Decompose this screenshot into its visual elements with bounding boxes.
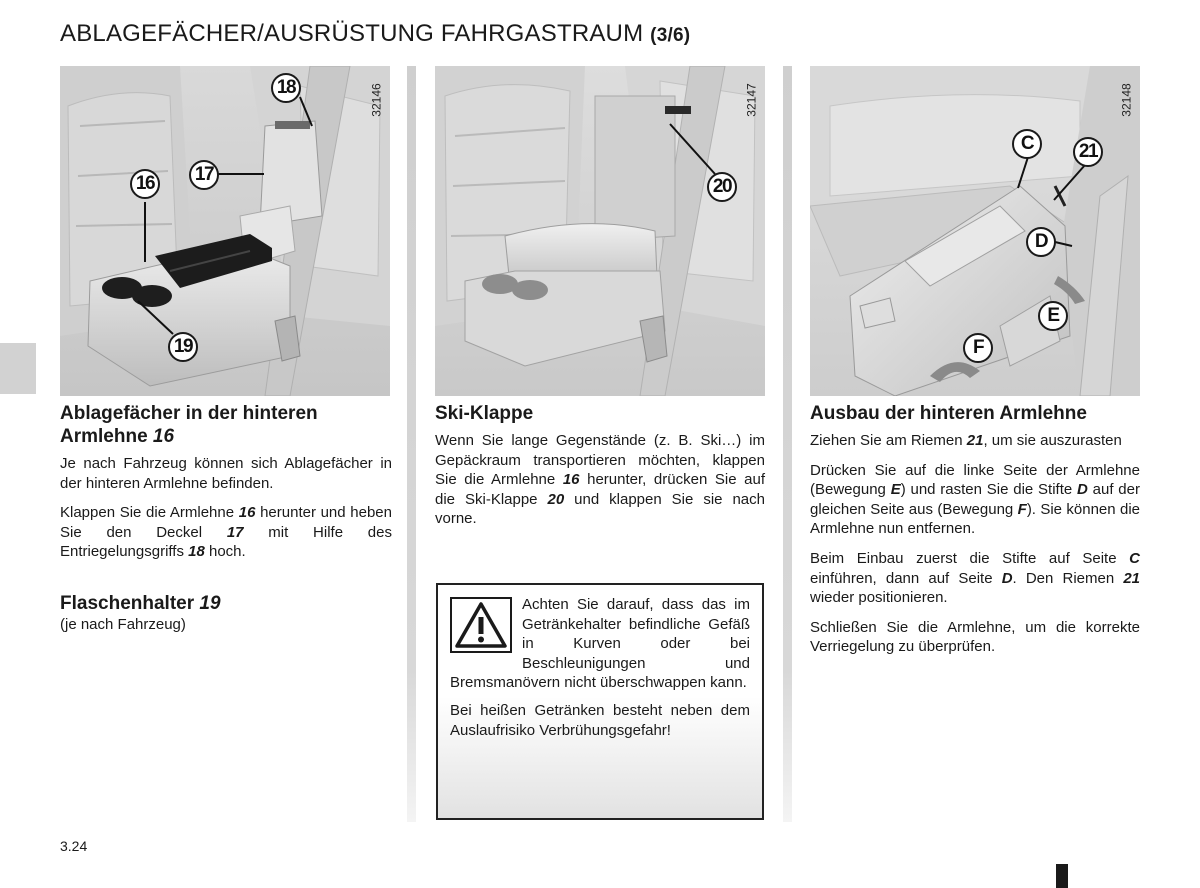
callout-F: F — [963, 333, 993, 363]
photo-armrest-removal — [810, 66, 1140, 396]
callout-21: 21 — [1073, 137, 1103, 167]
photo-code: 32148 — [1120, 83, 1134, 117]
warning-triangle-icon — [450, 597, 512, 653]
paragraph-check-locking: Schließen Sie die Armlehne, um die korrekte Verriegelung zu überprüfen. — [810, 618, 1140, 656]
column-divider-left — [407, 66, 416, 822]
callout-17: 17 — [189, 160, 219, 190]
photo-armrest-storage — [60, 66, 390, 396]
callout-18: 18 — [271, 73, 301, 103]
warning-box — [436, 583, 764, 820]
column-ski-flap — [435, 402, 765, 539]
paragraph-removal-strap: Ziehen Sie am Riemen 21, um sie auszurasten — [810, 432, 1122, 449]
callout-D: D — [1026, 227, 1056, 257]
callout-E: E — [1038, 301, 1068, 331]
section-heading-ski-flap: Ski-Klappe — [435, 403, 534, 424]
callout-C: C — [1012, 129, 1042, 159]
paragraph-storage-intro: Je nach Fahrzeug können sich Ablagefächer in der hinteren Armlehne befinden. — [60, 455, 392, 492]
callout-16: 16 — [130, 169, 160, 199]
page-title-part: (3/6) — [650, 25, 691, 46]
paragraph-storage-open: Klappen Sie die Armlehne 16 herunter und heben Sie den Deckel 17 mit Hilfe des Entriegelungsgriffs 18 hoch. — [60, 504, 392, 561]
column-divider-right — [783, 66, 792, 822]
photo-code: 32147 — [745, 83, 759, 117]
photo-armrest-storage-illustration — [60, 66, 390, 396]
chapter-tab — [0, 343, 36, 394]
page-number: 3.24 — [60, 838, 88, 854]
paragraph-installation: Beim Einbau zuerst die Stifte auf Seite C einführen, dann auf Seite D. Den Riemen 21 wieder positionieren. — [810, 549, 1141, 607]
page-title-text: ABLAGEFÄCHER/AUSRÜSTUNG FAHRGASTRAUM — [60, 20, 644, 47]
paragraph-ski-flap: Wenn Sie lange Gegenstände (z. B. Ski…) im Gepäckraum transportieren möchten, klappen Sie die Armlehne 16 herunter, drücken Sie auf die Ski-Klappe 20 und klappen Sie sie nach vorne. — [435, 432, 765, 528]
photo-ski-flap-illustration — [435, 66, 765, 396]
page-title — [60, 20, 690, 48]
callout-20: 20 — [707, 172, 737, 202]
callout-19: 19 — [168, 332, 198, 362]
photo-code: 32146 — [370, 83, 384, 117]
section-heading-armrest-removal: Ausbau der hinteren Armlehne — [810, 403, 1087, 424]
bottle-holder-note: (je nach Fahrzeug) — [60, 616, 186, 633]
section-heading-bottle-holder: Flaschenhalter 19 — [60, 593, 221, 614]
paragraph-removal-press: Drücken Sie auf die linke Seite der Armlehne (Bewegung E) und rasten Sie die Stifte D auf der gleichen Seite aus (Bewegung F). Sie können die Armlehne nun entfernen. — [810, 461, 1141, 538]
warning-text-scald: Bei heißen Getränken besteht neben dem Auslaufrisiko Verbrühungsgefahr! — [450, 701, 750, 739]
warning-text-spill: Achten Sie darauf, dass das im Getränkehalter befindliche Gefäß in Kurven oder bei Beschleunigungen und Bremsmanövern nicht überschwappen kann. — [450, 596, 750, 692]
page-edge-marker — [1056, 864, 1068, 888]
column-armrest-removal — [810, 402, 1140, 667]
photo-ski-flap — [435, 66, 765, 396]
column-armrest-storage — [60, 402, 392, 572]
section-bottle-holder — [60, 592, 392, 635]
section-heading-armrest-storage: Ablagefächer in der hinteren Armlehne 16 — [60, 403, 318, 447]
